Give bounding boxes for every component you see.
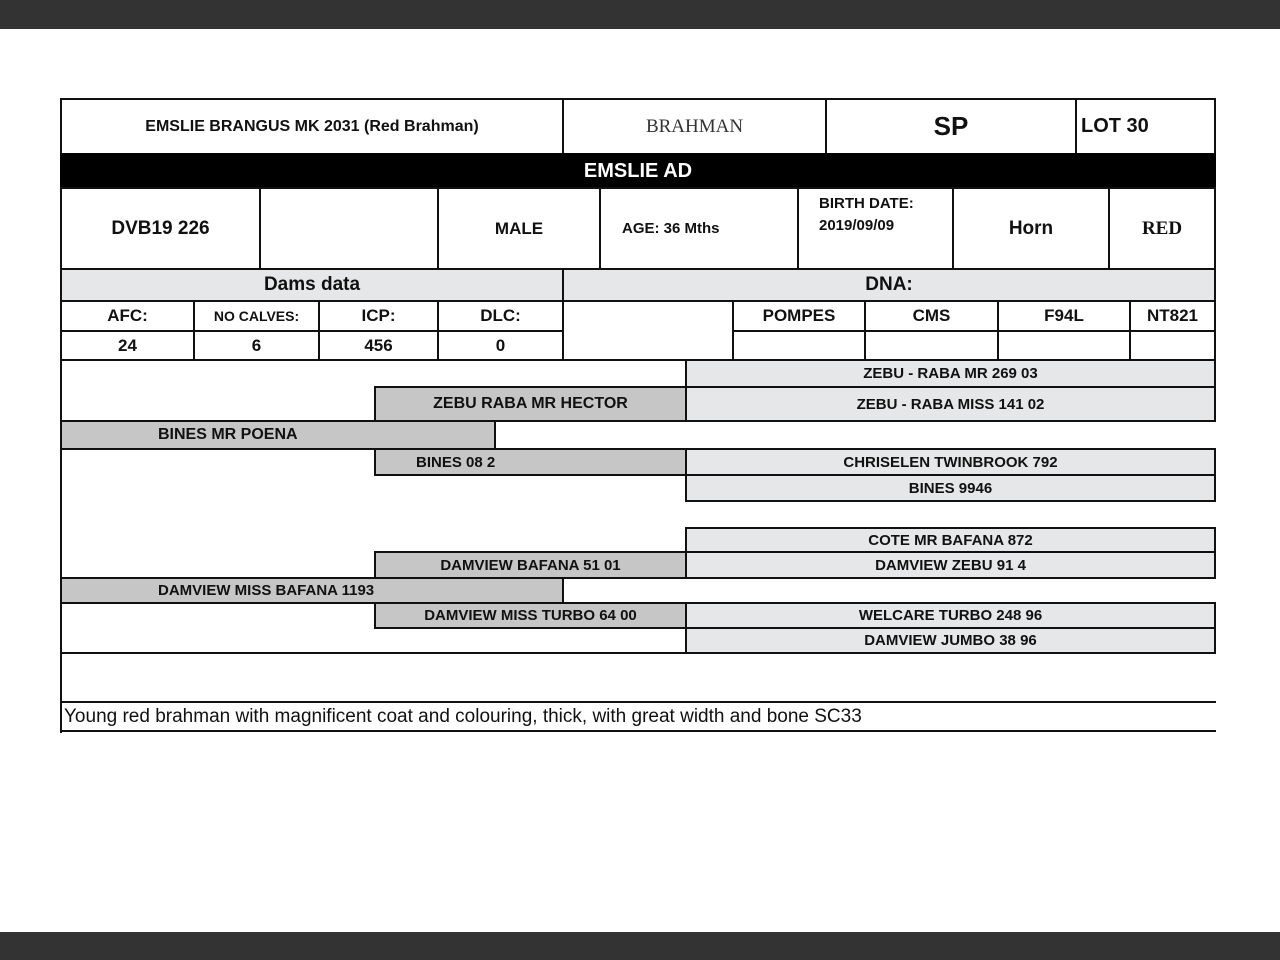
pedigree-dam-sire-sire: COTE MR BAFANA 872	[685, 527, 1216, 553]
horn-status: Horn	[952, 187, 1110, 270]
dna-cms-label: CMS	[864, 300, 999, 332]
pedigree-dam-dam: DAMVIEW MISS TURBO 64 00	[374, 602, 687, 629]
pedigree-sire-dam-dam: BINES 9946	[685, 474, 1216, 502]
age: AGE: 36 Mths	[599, 187, 799, 270]
birth-date-label: BIRTH DATE:	[819, 195, 914, 212]
viewer-top-bar	[0, 0, 1280, 29]
dlc-label: DLC:	[437, 300, 564, 332]
dna-cms-value	[864, 330, 999, 361]
no-calves-value: 6	[193, 330, 320, 361]
icp-label: ICP:	[318, 300, 439, 332]
no-calves-label: NO CALVES:	[193, 300, 320, 332]
pedigree-sire-sire-dam: ZEBU - RABA MISS 141 02	[685, 386, 1216, 422]
viewer-bottom-bar	[0, 932, 1280, 960]
pedigree-dam-dam-sire: WELCARE TURBO 248 96	[685, 602, 1216, 629]
dna-header: DNA:	[562, 268, 1216, 302]
afc-value: 24	[60, 330, 195, 361]
dna-pompes-label: POMPES	[732, 300, 866, 332]
birth-date-cell	[797, 187, 954, 270]
pedigree-dam: DAMVIEW MISS BAFANA 1193	[60, 577, 564, 604]
sale-code: SP	[825, 98, 1077, 155]
pedigree-dam-sire-dam: DAMVIEW ZEBU 91 4	[685, 551, 1216, 579]
breeder-name: EMSLIE AD	[60, 153, 1216, 189]
pedigree-dam-sire: DAMVIEW BAFANA 51 01	[374, 551, 687, 579]
lot-number: LOT 30	[1075, 98, 1216, 155]
dna-f94l-label: F94L	[997, 300, 1131, 332]
dna-empty-cell	[562, 300, 734, 361]
dna-pompes-value	[732, 330, 866, 361]
pedigree-sire-sire: ZEBU RABA MR HECTOR	[374, 386, 687, 422]
dlc-value: 0	[437, 330, 564, 361]
pedigree-left-border	[60, 359, 62, 733]
dna-nt821-label: NT821	[1129, 300, 1216, 332]
dna-f94l-value	[997, 330, 1131, 361]
icp-value: 456	[318, 330, 439, 361]
pedigree-dam-dam-dam: DAMVIEW JUMBO 38 96	[685, 627, 1216, 654]
birth-date: 2019/09/09	[819, 217, 895, 234]
pedigree-sire-dam: BINES 08 2	[374, 448, 687, 476]
afc-label: AFC:	[60, 300, 195, 332]
pedigree-sire: BINES MR POENA	[60, 420, 496, 450]
animal-id: DVB19 226	[60, 187, 261, 270]
dna-nt821-value	[1129, 330, 1216, 361]
blank-field	[259, 187, 439, 270]
pedigree-sire-dam-sire: CHRISELEN TWINBROOK 792	[685, 448, 1216, 476]
comments: Young red brahman with magnificent coat and colouring, thick, with great width and bone SC33	[64, 706, 862, 727]
sex: MALE	[437, 187, 601, 270]
breed: BRAHMAN	[562, 98, 827, 155]
color: RED	[1108, 187, 1216, 270]
dams-data-header: Dams data	[60, 268, 564, 302]
animal-name: EMSLIE BRANGUS MK 2031 (Red Brahman)	[60, 98, 564, 155]
pedigree-sire-sire-sire: ZEBU - RABA MR 269 03	[685, 359, 1216, 388]
